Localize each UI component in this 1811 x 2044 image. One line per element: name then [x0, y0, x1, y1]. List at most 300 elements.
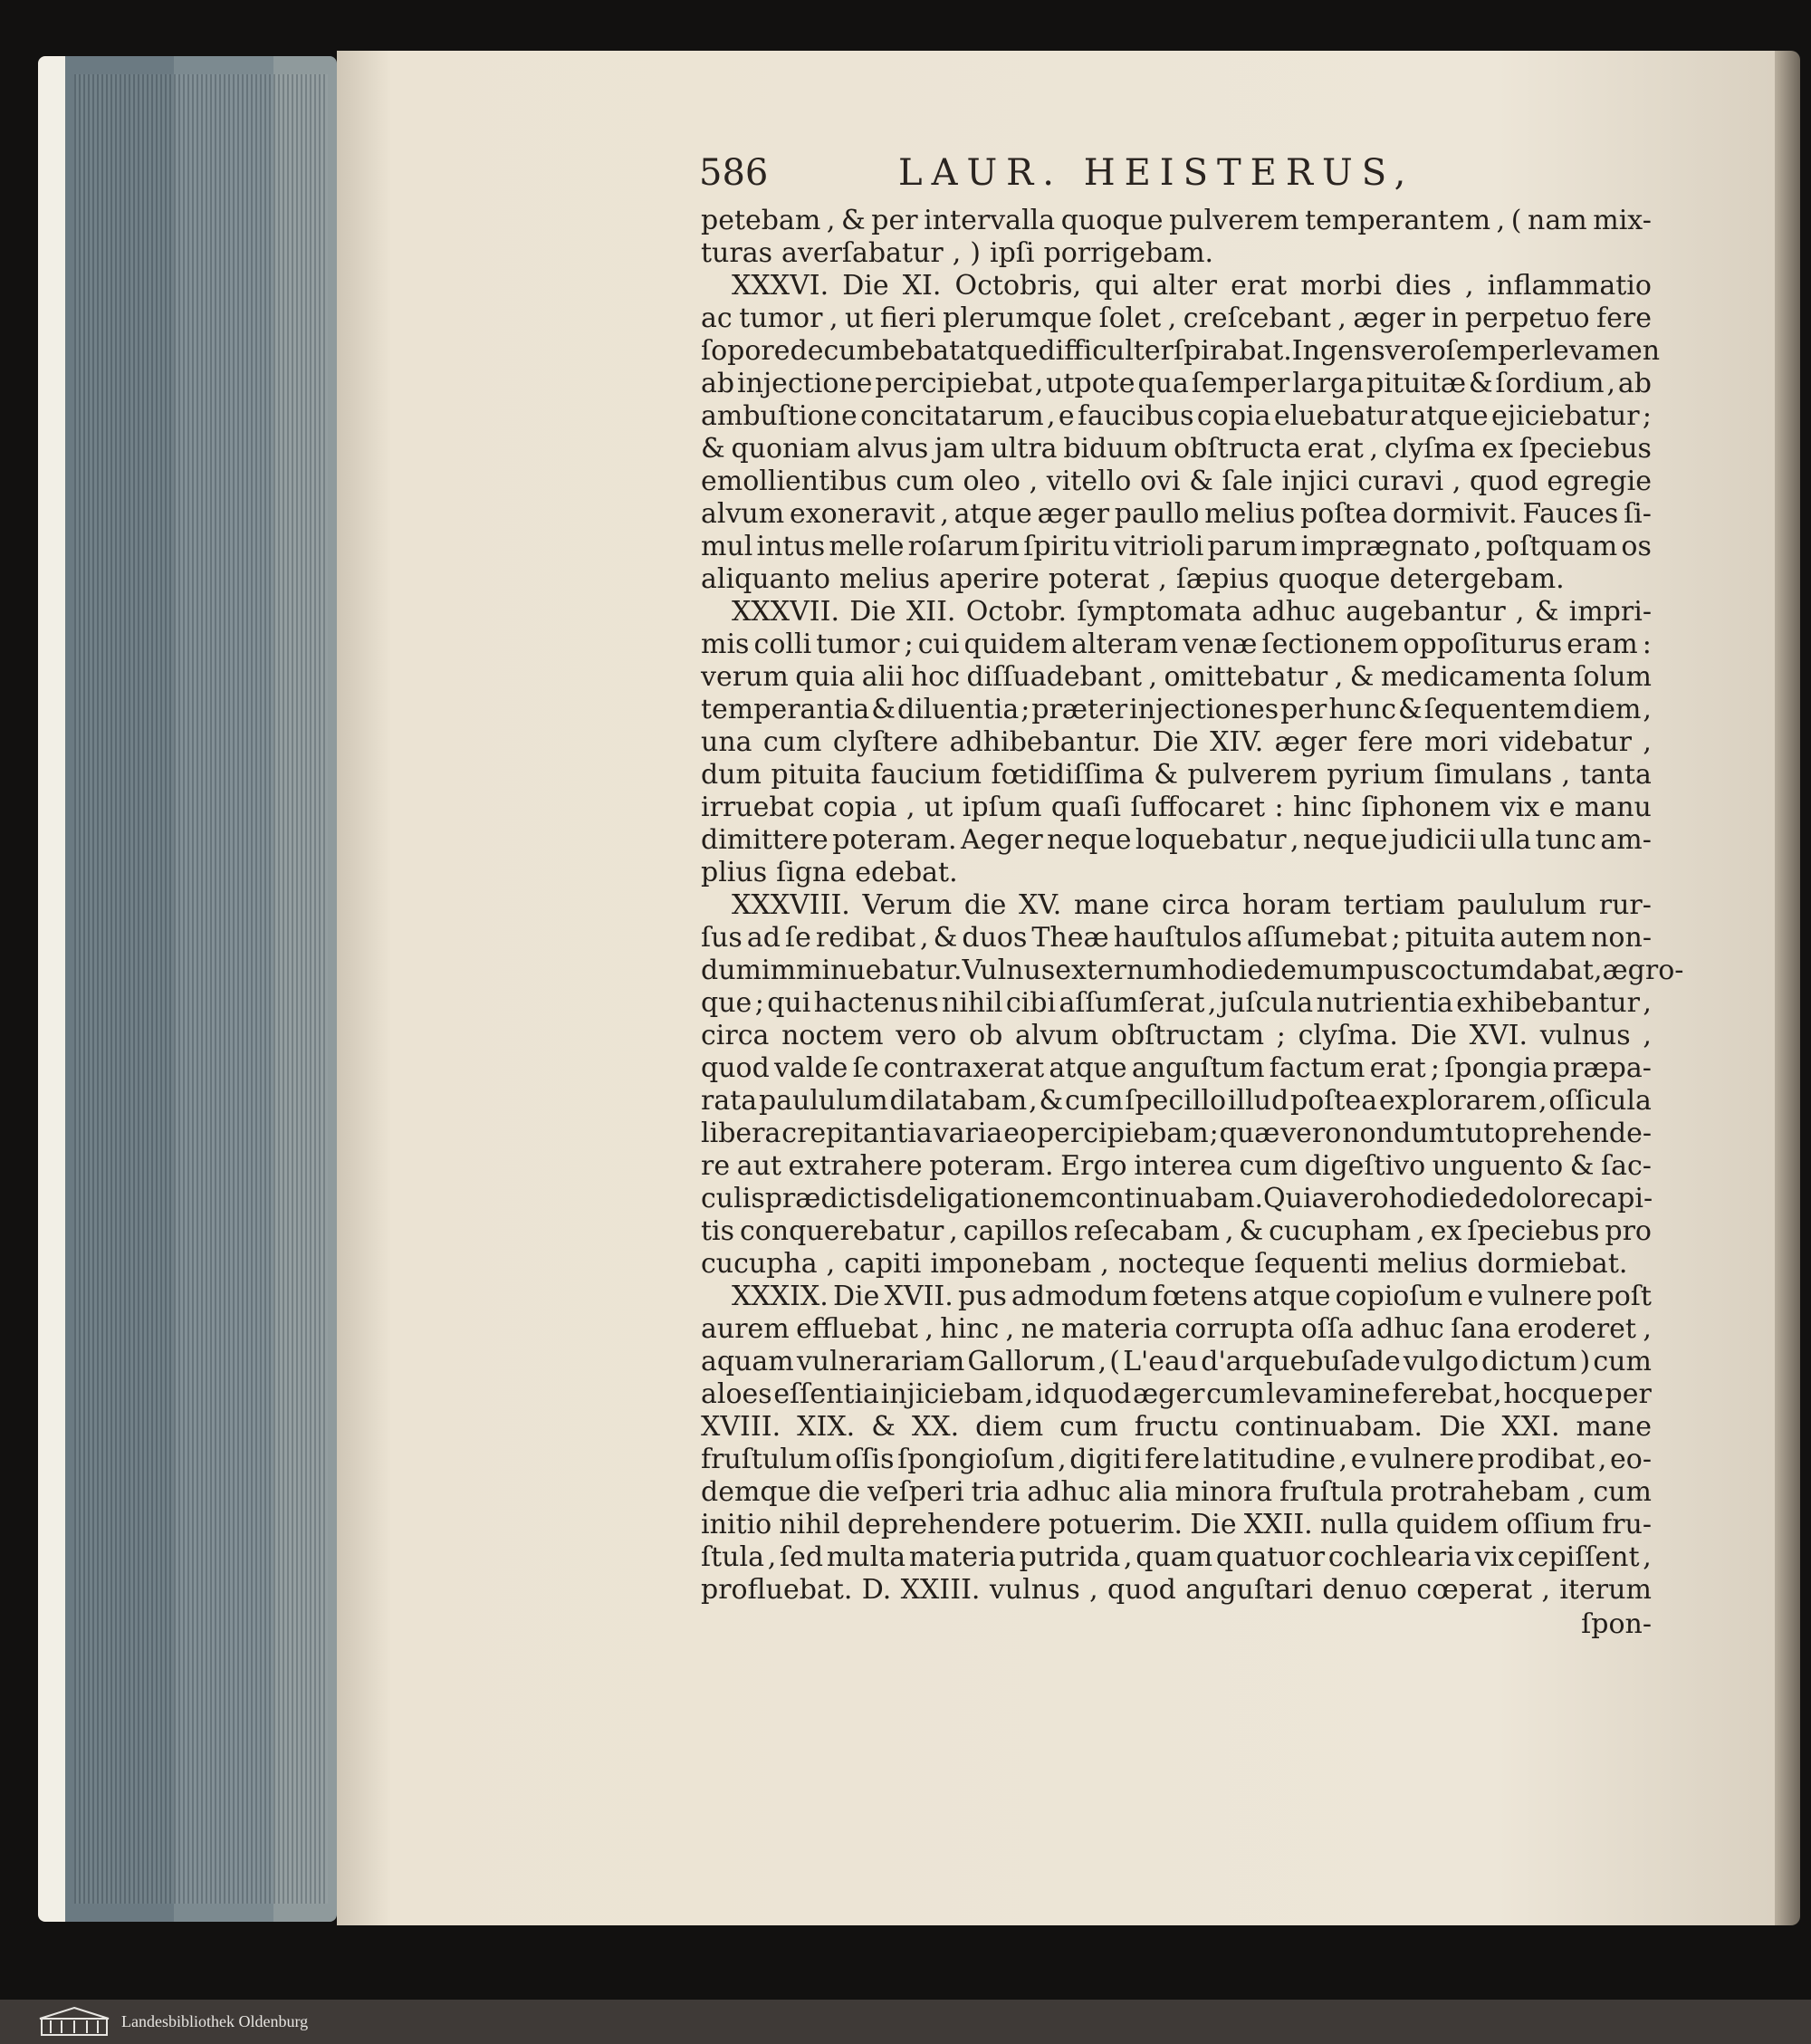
word: adhuc	[1251, 596, 1337, 628]
word: plerumque	[943, 302, 1093, 334]
word: rur-	[1598, 889, 1652, 921]
word: venæ	[1183, 629, 1258, 660]
word: Die	[1410, 1020, 1457, 1051]
word: &	[1468, 368, 1493, 399]
word: atque	[960, 335, 1039, 367]
word: ſolet	[1098, 302, 1162, 334]
word: ,	[826, 205, 836, 236]
word: parum	[1207, 531, 1298, 562]
word: alvum	[701, 498, 785, 530]
word: ſopore	[701, 335, 791, 367]
word: ;	[1430, 1052, 1441, 1084]
word: obſtructa	[1174, 433, 1301, 465]
word: faucium	[870, 759, 982, 791]
word: ,	[1597, 1444, 1607, 1475]
word: )	[1579, 1346, 1591, 1377]
word: morbi	[1300, 270, 1382, 302]
word: ,	[949, 1215, 958, 1247]
word: eo-	[1610, 1444, 1652, 1475]
word: ac	[701, 302, 733, 334]
word: ;	[1391, 922, 1401, 954]
word: prodibat	[1477, 1444, 1595, 1475]
text-line	[701, 302, 1652, 335]
word: deprehendere	[847, 1509, 1041, 1540]
word: quæ	[1219, 1118, 1280, 1149]
word: fruſtulum	[701, 1444, 832, 1475]
word: medicamenta	[1380, 661, 1567, 693]
catchword-wrap	[701, 1608, 1652, 1641]
word: mul	[701, 531, 753, 562]
text-line	[701, 1476, 1652, 1509]
word: poterat	[1048, 563, 1150, 595]
word: capi-	[1586, 1183, 1653, 1214]
word: &	[840, 205, 866, 236]
word: tumor	[816, 629, 900, 660]
word: oſſis	[835, 1444, 895, 1475]
word: poſt	[1596, 1281, 1652, 1312]
word: biduum	[1063, 433, 1168, 465]
word: hodie	[1187, 955, 1264, 986]
word: alvus	[857, 433, 929, 465]
word: ,	[1148, 661, 1158, 693]
word: digeſtivo	[1304, 1150, 1426, 1182]
word: d'arquebuſade	[1201, 1346, 1401, 1377]
word: XVIII.	[701, 1411, 781, 1443]
word: alia	[1117, 1476, 1168, 1508]
text-line	[701, 205, 1652, 237]
word: ejiciebatur	[1490, 400, 1640, 432]
word: mis	[701, 629, 750, 660]
word: clyſma.	[1298, 1020, 1398, 1051]
word: cibi	[1005, 987, 1057, 1019]
word: creſcebant	[1183, 302, 1331, 334]
word: adhuc	[1360, 1313, 1444, 1345]
word: pro	[1605, 1215, 1652, 1247]
word: ,	[1123, 1541, 1133, 1573]
word: extrahere	[788, 1150, 923, 1182]
word: quod	[1062, 1378, 1132, 1410]
word: qua	[1137, 368, 1189, 399]
word: adhuc	[1027, 1476, 1111, 1508]
word: circa	[701, 1020, 770, 1051]
word: ,	[1493, 1378, 1502, 1410]
word: ;	[1642, 400, 1652, 432]
word: &	[1398, 694, 1423, 725]
word: Verum	[862, 889, 953, 921]
word: XX.	[911, 1411, 960, 1443]
word: ,	[920, 922, 929, 954]
word: tanta	[1579, 759, 1652, 791]
word: quaſi	[1050, 792, 1121, 823]
word: hoc	[910, 661, 960, 693]
text-line	[701, 1574, 1652, 1607]
word: ,	[1473, 531, 1482, 562]
word: &	[871, 694, 896, 725]
word: vero	[1280, 1118, 1342, 1149]
word: Die	[842, 270, 889, 302]
word: nihil	[942, 987, 1003, 1019]
text-line	[701, 857, 1652, 889]
text-line	[701, 694, 1652, 726]
word: plius	[701, 857, 768, 888]
word: Quia	[1263, 1183, 1328, 1214]
word: conquerebatur	[739, 1215, 944, 1247]
word: concitatarum	[860, 400, 1044, 432]
word: :	[1274, 792, 1284, 823]
word: XXII.	[1243, 1509, 1313, 1540]
text-line	[701, 1281, 1652, 1313]
word: alvum	[1014, 1020, 1099, 1051]
word: tertiam	[1343, 889, 1445, 921]
word: ſpirabat.	[1173, 335, 1292, 367]
word: quod	[1107, 1574, 1176, 1606]
word: præpa-	[1552, 1052, 1652, 1084]
word: materia	[908, 1541, 1016, 1573]
word: &	[1154, 759, 1179, 791]
word: cum	[1206, 1378, 1265, 1410]
word: ;	[754, 987, 764, 1019]
text-line	[701, 1378, 1652, 1411]
word: diem	[1573, 694, 1642, 725]
word: &	[871, 1411, 896, 1443]
word: os	[1621, 531, 1652, 562]
word: mane	[1576, 1411, 1652, 1443]
word: XI.	[902, 270, 942, 302]
word: omittebatur	[1164, 661, 1328, 693]
text-line	[701, 433, 1652, 465]
word: corrupta	[1174, 1313, 1295, 1345]
word: autem	[1500, 922, 1587, 954]
word: mori	[1423, 726, 1489, 758]
word: illud	[1227, 1085, 1289, 1117]
word: XIX.	[797, 1411, 856, 1443]
word: neque	[1303, 824, 1388, 856]
word: e	[1467, 1281, 1484, 1312]
word: ne	[1020, 1313, 1055, 1345]
word: tria	[971, 1476, 1020, 1508]
word: Die	[1152, 726, 1199, 758]
word: Fauces	[1522, 498, 1619, 530]
word: utpote	[1046, 368, 1135, 399]
text-line	[701, 759, 1652, 792]
word: ,	[829, 302, 838, 334]
word: dormivit.	[1392, 498, 1518, 530]
word: mane	[1073, 889, 1150, 921]
word: ſpecillo	[1125, 1085, 1227, 1117]
word: tumor	[739, 302, 823, 334]
word: larga	[1292, 368, 1365, 399]
word: XXXVI.	[732, 270, 829, 302]
text-line	[701, 531, 1652, 563]
word: dum	[701, 759, 762, 791]
word: levamen	[1544, 335, 1661, 367]
word: temperantem	[1305, 205, 1491, 236]
word: putrida	[1019, 1541, 1121, 1573]
word: loquebatur	[1135, 824, 1287, 856]
word: ſale	[1222, 465, 1273, 497]
word: ferebat	[1392, 1378, 1492, 1410]
text-line	[701, 987, 1652, 1020]
word: pulverem	[1187, 759, 1318, 791]
word: cum	[1064, 1085, 1124, 1117]
word: ſemper	[1445, 335, 1545, 367]
word: ,	[1089, 1574, 1098, 1606]
word: copia	[822, 792, 897, 823]
word: exhibebantur	[1456, 987, 1640, 1019]
word: qui	[1095, 270, 1139, 302]
word: quidem	[963, 629, 1068, 660]
word: (	[1109, 1346, 1120, 1377]
page-header	[699, 152, 1650, 197]
text-line	[701, 1085, 1652, 1118]
word: videbatur	[1499, 726, 1632, 758]
word: )	[970, 237, 981, 269]
word: inflammatio	[1487, 270, 1652, 302]
word: externum	[1055, 955, 1188, 986]
word: per	[871, 205, 918, 236]
word: Vulnus	[962, 955, 1056, 986]
word: ,	[1416, 1215, 1425, 1247]
text-line	[701, 270, 1652, 302]
word: fruſtula	[1279, 1476, 1384, 1508]
word: ;	[1020, 694, 1030, 725]
word: turas	[701, 237, 772, 269]
word: quoque	[1060, 205, 1164, 236]
word: Die	[849, 596, 896, 628]
word: diſſuadebant	[966, 661, 1143, 693]
word: ,	[1606, 368, 1616, 399]
book-fore-edge	[38, 56, 337, 1922]
word: nocteque	[1117, 1248, 1246, 1280]
word: cum	[896, 465, 954, 497]
word: præter	[1031, 694, 1128, 725]
word: atque	[953, 498, 1032, 530]
text-line	[701, 1183, 1652, 1215]
word: horam	[1242, 889, 1332, 921]
word: cum	[1059, 1411, 1118, 1443]
text-line	[701, 1411, 1652, 1444]
word: ſpongioſum	[897, 1444, 1055, 1475]
word: cum	[762, 726, 822, 758]
word: denuo	[1322, 1574, 1407, 1606]
word: ab	[1617, 368, 1652, 399]
word: cepiſſent	[1517, 1541, 1640, 1573]
word: de	[1464, 1183, 1499, 1214]
word: clyſma	[1384, 433, 1476, 465]
word: e	[1058, 400, 1075, 432]
word: coctum	[1414, 955, 1516, 986]
word: quod	[701, 1052, 770, 1084]
word: perpetuo	[1464, 302, 1590, 334]
word: ,	[1515, 596, 1525, 628]
word: multa	[826, 1541, 906, 1573]
word: ſe	[785, 922, 811, 954]
word: ſus	[701, 922, 743, 954]
word: alii	[861, 661, 905, 693]
text-line	[701, 1248, 1652, 1281]
word: dum	[701, 955, 762, 986]
word: dictum	[1481, 1346, 1577, 1377]
word: ,	[1034, 368, 1044, 399]
text-line	[701, 889, 1652, 922]
text-line	[701, 237, 1652, 270]
word: ,	[1224, 1215, 1234, 1247]
word: aurem	[701, 1313, 790, 1345]
word: digiti	[1069, 1444, 1142, 1475]
word: vulnerariam	[796, 1346, 965, 1377]
word: ,	[826, 1248, 836, 1280]
word: ſuffocaret	[1130, 792, 1266, 823]
word: æger	[1037, 498, 1110, 530]
word: eroderet	[1517, 1313, 1636, 1345]
word: averſabatur	[781, 237, 944, 269]
word: XVI.	[1469, 1020, 1528, 1051]
word: varia	[933, 1118, 1003, 1149]
word: imponebam	[930, 1248, 1092, 1280]
word: ,	[1538, 1085, 1547, 1117]
word: porrigebam.	[1043, 237, 1214, 269]
word: vulnus	[989, 1574, 1080, 1606]
word: in	[1432, 302, 1459, 334]
word: oleo	[963, 465, 1020, 497]
word: intervalla	[924, 205, 1056, 236]
word: aloes	[701, 1378, 772, 1410]
word: vulnere	[1370, 1444, 1475, 1475]
word: ,	[1024, 1378, 1034, 1410]
word: noctem	[781, 1020, 884, 1051]
word: ,	[1561, 759, 1571, 791]
text-line	[701, 955, 1684, 987]
word: Ergo	[1060, 1150, 1127, 1182]
text-line	[701, 1020, 1652, 1052]
word: ,	[1369, 433, 1379, 465]
word: aſſumſerat	[1059, 987, 1205, 1019]
word: oſſa	[1300, 1313, 1354, 1345]
word: ,	[906, 792, 915, 823]
word: effluebat	[796, 1313, 918, 1345]
word: vix	[1474, 1541, 1515, 1573]
word: dilatabam	[889, 1085, 1028, 1117]
word: factum	[1269, 1052, 1365, 1084]
word: quia	[795, 661, 856, 693]
word: ,	[1029, 1085, 1038, 1117]
word: ,	[1058, 1444, 1067, 1475]
word: quam	[1135, 1541, 1213, 1573]
word: injici	[1281, 465, 1349, 497]
word: neque	[1047, 824, 1132, 856]
word: percipiebat	[875, 368, 1032, 399]
word: egregie	[1547, 465, 1652, 497]
word: pyrium	[1327, 759, 1425, 791]
word: ad	[746, 922, 781, 954]
word: valde	[774, 1052, 848, 1084]
word: verum	[701, 661, 789, 693]
word: poteram.	[929, 1150, 1054, 1182]
word: ,	[1577, 1476, 1586, 1508]
word: edebat.	[855, 857, 958, 888]
word: rata	[701, 1085, 758, 1117]
body-text	[701, 205, 1684, 1607]
word: e	[1548, 792, 1566, 823]
word: aſſumebat	[1246, 922, 1387, 954]
word: ,	[1207, 987, 1217, 1019]
word: erat	[1231, 270, 1288, 302]
word: &	[933, 922, 958, 954]
word: alteram	[1071, 629, 1179, 660]
library-building-icon	[36, 2006, 112, 2037]
word: jam	[934, 433, 985, 465]
word: vero	[896, 1020, 957, 1051]
word: non-	[1591, 922, 1652, 954]
word: ,	[952, 237, 962, 269]
word: ovi	[1139, 465, 1181, 497]
word: atque	[1410, 400, 1489, 432]
word: atque	[1049, 1052, 1127, 1084]
text-line	[701, 1118, 1652, 1150]
word: ſpeciebus	[1519, 433, 1652, 465]
word: pituita	[771, 759, 862, 791]
word: materia	[1061, 1313, 1168, 1345]
word: Theæ	[1031, 922, 1109, 954]
text-line	[701, 563, 1652, 596]
word: fieri	[879, 302, 936, 334]
word: Aeger	[960, 824, 1043, 856]
word: vulnere	[1488, 1281, 1593, 1312]
word: am-	[1600, 824, 1652, 856]
word: dormiebat.	[1477, 1248, 1628, 1280]
word: ;	[1276, 1020, 1286, 1051]
page-fold	[1775, 51, 1800, 1925]
word: imprægnato	[1300, 531, 1471, 562]
text-line	[701, 1215, 1652, 1248]
word: difficulter	[1038, 335, 1174, 367]
word: poſtquam	[1485, 531, 1618, 562]
word: (	[1510, 205, 1522, 236]
word: que	[701, 987, 752, 1019]
word: tuto	[1454, 1118, 1511, 1149]
word: mix-	[1593, 205, 1652, 236]
word: poſtea	[1290, 1085, 1378, 1117]
text-line	[701, 726, 1652, 759]
word: fœtidiſſima	[991, 759, 1145, 791]
word: culis	[701, 1183, 765, 1214]
word: aliquanto	[701, 563, 830, 595]
word: explorarem	[1378, 1085, 1538, 1117]
word: æger	[1132, 1378, 1205, 1410]
word: Ingens	[1291, 335, 1385, 367]
word: quod	[1469, 465, 1538, 497]
word: qui	[767, 987, 811, 1019]
word: ſpongia	[1444, 1052, 1548, 1084]
word: ſectionem	[1261, 629, 1399, 660]
word: ,	[1465, 270, 1474, 302]
word: dabat	[1515, 955, 1594, 986]
text-line	[701, 368, 1652, 400]
word: ambuſtione	[701, 400, 858, 432]
word: capillos	[963, 1215, 1068, 1247]
text-line	[701, 1509, 1652, 1541]
word: quidem	[1395, 1509, 1500, 1540]
text-line	[701, 824, 1652, 857]
word: nulla	[1319, 1509, 1389, 1540]
word: temperantia	[701, 694, 870, 725]
word: ,	[1100, 1248, 1109, 1280]
text-line	[701, 1052, 1652, 1085]
word: dolore	[1498, 1183, 1586, 1214]
word: ,	[1643, 694, 1652, 725]
text-line	[701, 400, 1652, 433]
text-line	[701, 1346, 1652, 1378]
